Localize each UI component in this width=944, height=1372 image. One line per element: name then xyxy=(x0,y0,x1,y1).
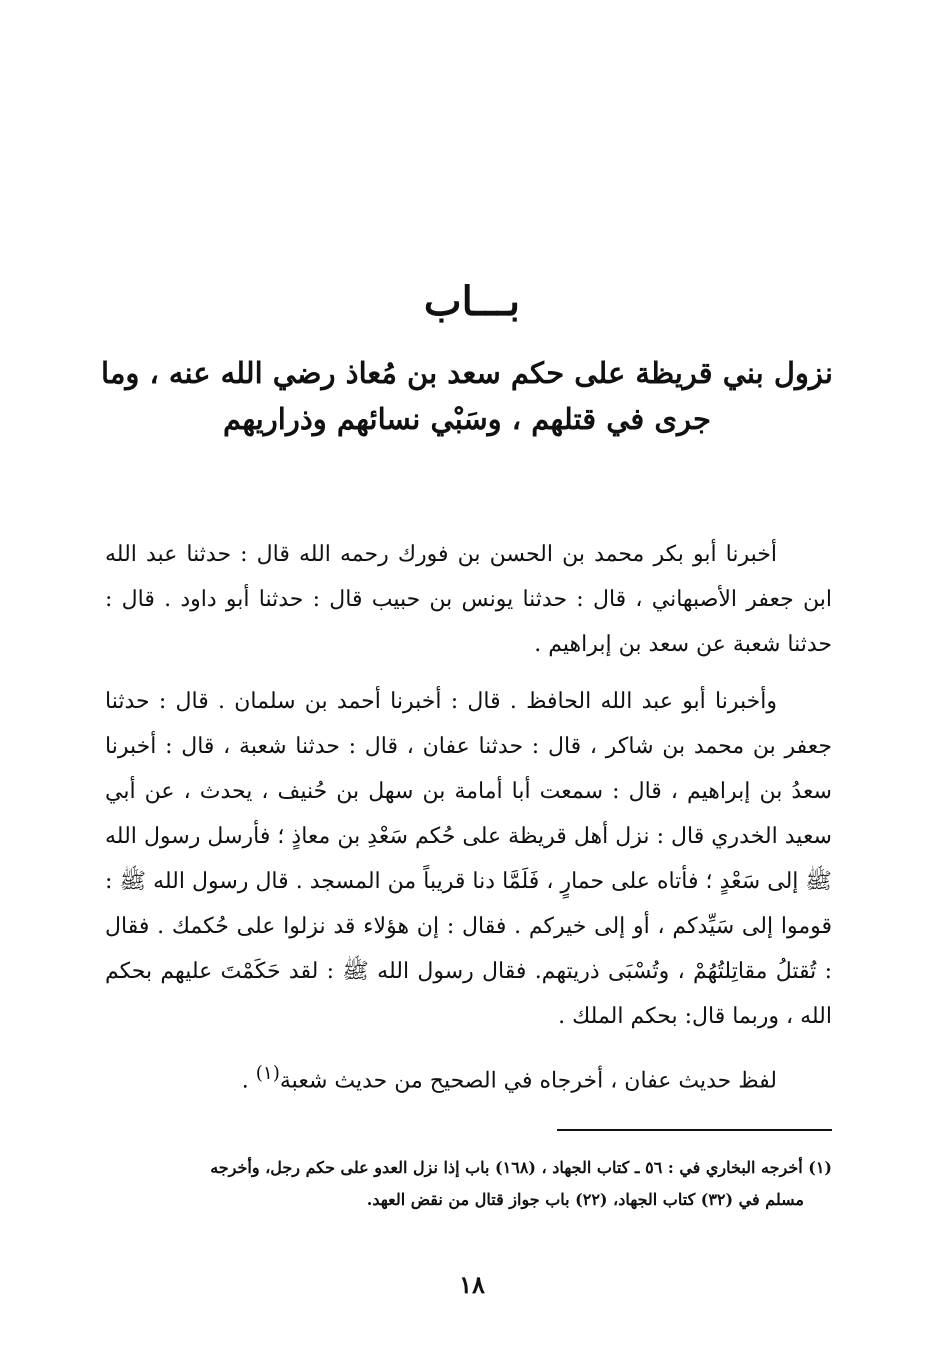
page-number: ١٨ xyxy=(459,1270,485,1299)
footnotes xyxy=(105,1152,832,1216)
footnote-line-1: (١) أخرجه البخاري في : ٥٦ ـ كتاب الجهاد ، (١٦٨) باب إذا نزل العدو على حكم رجل، وأخرجه xyxy=(210,1158,832,1177)
paragraph-1: أخبرنا أبو بكر محمد بن الحسن بن فورك رحمه الله قال : حدثنا عبد الله ابن جعفر الأصبهاني ، قال : حدثنا يونس بن حبيب قال : حدثنا أبو داود . قال : حدثنا شعبة عن سعد بن إبراهيم . xyxy=(105,542,832,657)
footnote-divider xyxy=(557,1129,832,1131)
main-text xyxy=(105,532,832,1115)
paragraph-2: وأخبرنا أبو عبد الله الحافظ . قال : أخبرنا أحمد بن سلمان . قال : حدثنا جعفر بن محمد بن شاكر ، قال : حدثنا عفان ، قال : حدثنا شعبة ، قال : أخبرنا سعدُ بن إبراهيم ، قال : سمعت أبا أمامة بن سهل بن حُنيف ، يحدث ، عن أبي سعيد الخدري قال : نزل أهل قريظة على حُكم سَعْدِ بن معاذٍ ؛ فأرسل رسول الله ﷺ إلى سَعْدٍ ؛ فأتاه على حمارٍ ، فَلَمَّا دنا قريباً من المسجد . قال رسول الله ﷺ : قوموا إلى سَيِّدكم ، أو إلى خيركم . فقال : إن هؤلاء قد نزلوا على حُكمك . فقال : تُقتلُ مقاتِلتُهُمْ ، وتُسْبَى ذريتهم. فقال رسول الله ﷺ : لقد حَكَمْتَ عليهم بحكم الله ، وربما قال: بحكم الملك . xyxy=(105,689,832,1029)
footnote-line-2: مسلم في (٣٢) كتاب الجهاد، (٢٢) باب جواز قتال من نقض العهد. xyxy=(366,1190,804,1209)
paragraph-3-end: . xyxy=(241,1068,256,1094)
chapter-label: بـــاب xyxy=(423,278,521,325)
chapter-title: نزول بني قريظة على حكم سعد بن مُعاذ رضي الله عنه ، وما جرى في قتلهم ، وسَبْي نسائهم وذراريهم xyxy=(101,356,833,436)
footnote-marker: (١) xyxy=(255,1063,280,1084)
paragraph-3 xyxy=(105,1051,832,1103)
paragraph-3-text: لفظ حديث عفان ، أخرجاه في الصحيح من حديث شعبة xyxy=(279,1068,777,1094)
